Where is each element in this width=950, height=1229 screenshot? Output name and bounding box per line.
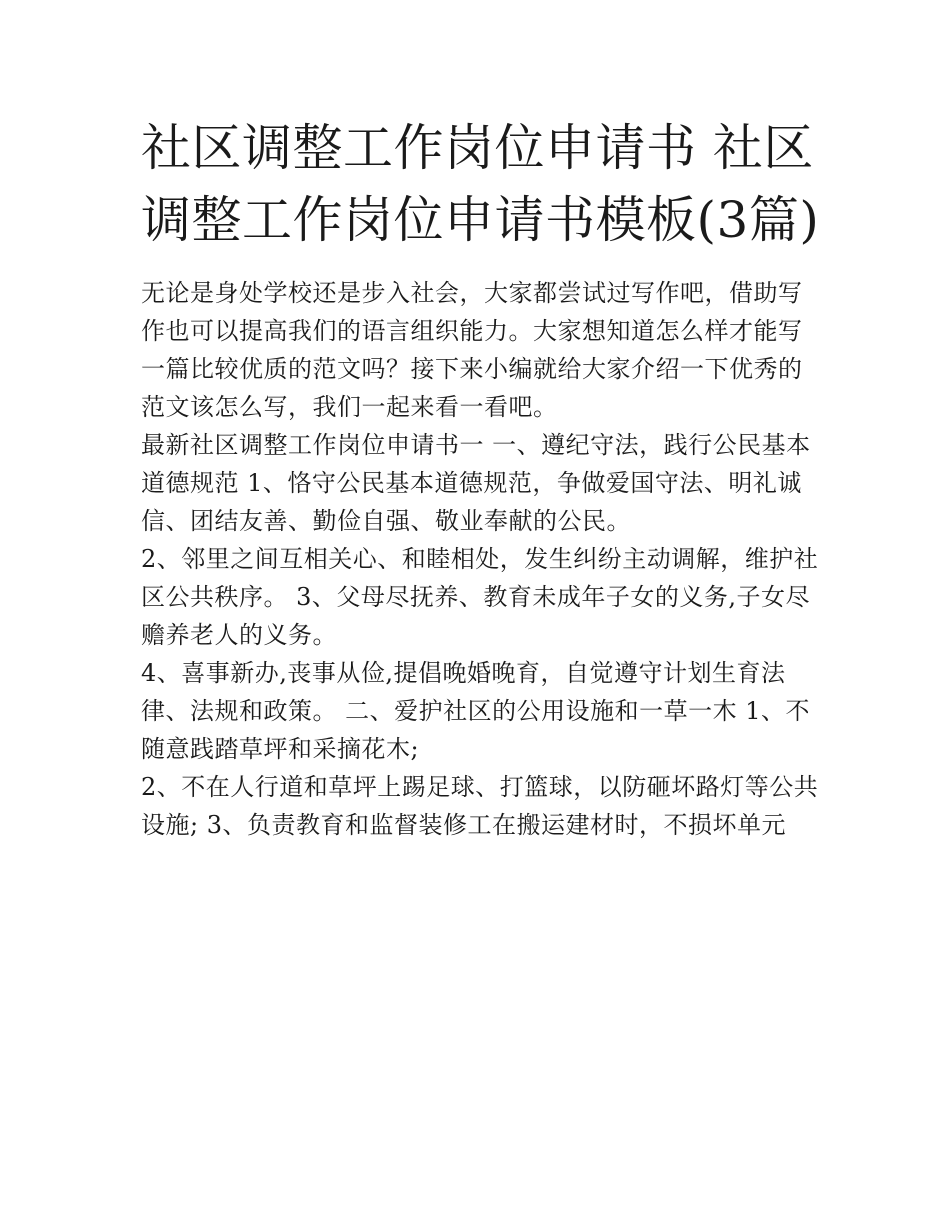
- paragraph-item-2-3-facilities: 2、不在人行道和草坪上踢足球、打篮球，以防砸坏路灯等公共设施; 3、负责教育和监督装修工在搬运建材时，不损坏单元: [141, 773, 819, 839]
- paragraph-intro: 无论是身处学校还是步入社会，大家都尝试过写作吧，借助写作也可以提高我们的语言组织能力。大家想知道怎么样才能写一篇比较优质的范文吗？接下来小编就给大家介绍一下优秀的范文该怎么写，我们一起来看一看吧。: [141, 279, 803, 421]
- paragraph-item-4-section-2: 4、喜事新办,丧事从俭,提倡晚婚晚育，自觉遵守计划生育法律、法规和政策。 二、爱护社区的公用设施和一草一木 1、不随意践踏草坪和采摘花木;: [141, 659, 811, 763]
- paragraph-item-2-3: 2、邻里之间互相关心、和睦相处，发生纠纷主动调解，维护社区公共秩序。 3、父母尽抚养、教育未成年子女的义务,子女尽赡养老人的义务。: [141, 545, 819, 649]
- document-title: 社区调整工作岗位申请书 社区调整工作岗位申请书模板(3篇): [141, 119, 820, 249]
- document-body: [141, 112, 821, 844]
- paragraph-section-1: 最新社区调整工作岗位申请书一 一、遵纪守法，践行公民基本道德规范 1、恪守公民基本道德规范，争做爱国守法、明礼诚信、团结友善、勤俭自强、敬业奉献的公民。: [141, 431, 811, 535]
